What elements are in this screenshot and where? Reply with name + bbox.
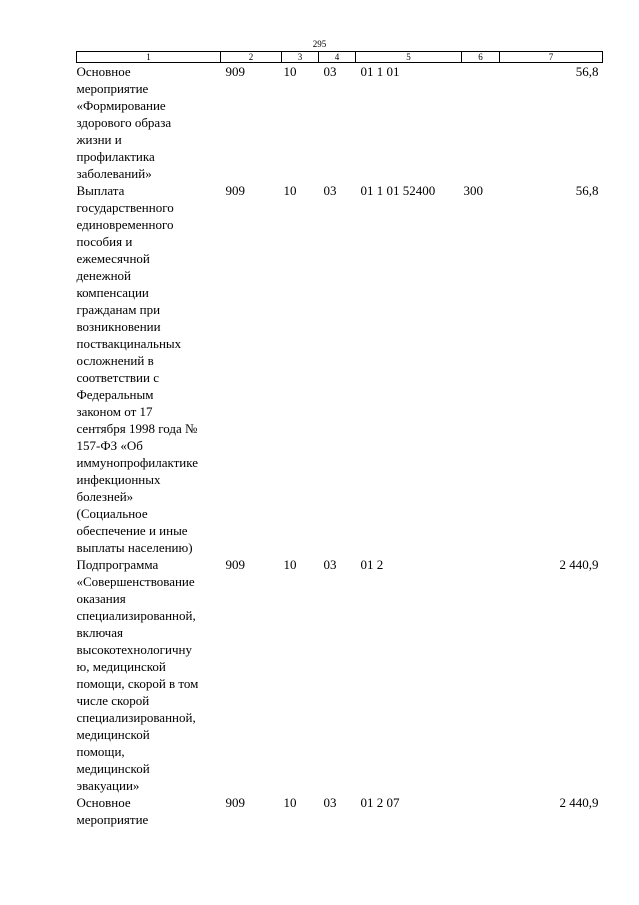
row-name-line: эвакуации» xyxy=(76,778,140,793)
row-name-line: обеспечение и иные xyxy=(76,523,188,538)
row-name-line: медицинской xyxy=(76,761,150,776)
row-name-line: помощи, скорой в том xyxy=(76,676,199,691)
row-name-line: Выплата xyxy=(76,183,125,198)
row-name-line: медицинской xyxy=(76,727,150,742)
row-name-line: Подпрограмма xyxy=(76,557,159,572)
page-number: 295 xyxy=(312,39,327,49)
row-name-line: мероприятие xyxy=(76,812,149,827)
row-name-line: мероприятие xyxy=(76,81,149,96)
row-name-line: (Социальное xyxy=(76,506,148,521)
row-name-line: соответствии с xyxy=(76,370,159,385)
amount-cell: 56,8 xyxy=(575,183,599,198)
target-article-cell: 01 1 01 52400 xyxy=(360,183,436,198)
row-name-line: «Совершенствование xyxy=(76,574,195,589)
ministry-code-cell: 909 xyxy=(225,64,245,79)
row-name-line: здорового образа xyxy=(76,115,172,130)
row-name-line: включая xyxy=(76,625,123,640)
column-header-2: 2 xyxy=(221,52,282,63)
row-name-line: ю, медицинской xyxy=(76,659,166,674)
expense-type-cell: 300 xyxy=(463,183,483,198)
row-name-line: компенсации xyxy=(76,285,149,300)
table-body xyxy=(77,63,603,829)
row-name-line: поствакцинальных xyxy=(76,336,182,351)
row-name-line: оказания xyxy=(76,591,126,606)
row-name-line: профилактика xyxy=(76,149,155,164)
expense-type-cell xyxy=(462,556,500,794)
row-name-line: заболеваний» xyxy=(76,166,152,181)
column-header-5: 5 xyxy=(356,52,462,63)
target-article-cell: 01 1 01 xyxy=(360,64,400,79)
row-name-line: Основное xyxy=(76,64,131,79)
row-name-line: Федеральным xyxy=(76,387,154,402)
expense-type-cell xyxy=(462,63,500,183)
subsection-code-cell: 03 xyxy=(323,795,337,810)
subsection-code-cell: 03 xyxy=(323,557,337,572)
column-header-1: 1 xyxy=(77,52,221,63)
expense-type-cell xyxy=(462,794,500,828)
row-name-line: ежемесячной xyxy=(76,251,150,266)
section-code-cell: 10 xyxy=(283,795,297,810)
column-header-4: 4 xyxy=(319,52,356,63)
amount-cell: 2 440,9 xyxy=(559,557,599,572)
row-name-cell xyxy=(77,63,221,183)
row-name-line: числе скорой xyxy=(76,693,150,708)
row-name-line: государственного xyxy=(76,200,174,215)
row-name-line: возникновении xyxy=(76,319,161,334)
row-name-line: сентября 1998 года № xyxy=(76,421,198,436)
subsection-code-cell: 03 xyxy=(323,183,337,198)
row-main-activity-healthy-lifestyle xyxy=(77,63,603,183)
column-number-header-row xyxy=(77,52,603,63)
row-vaccination-compensation xyxy=(77,182,603,556)
row-name-line: осложнений в xyxy=(76,353,154,368)
row-name-line: гражданам при xyxy=(76,302,161,317)
row-name-line: «Формирование xyxy=(76,98,166,113)
row-name-line: иммунопрофилактике xyxy=(76,455,199,470)
ministry-code-cell: 909 xyxy=(225,795,245,810)
row-name-line: инфекционных xyxy=(76,472,161,487)
section-code-cell: 10 xyxy=(283,557,297,572)
amount-cell: 2 440,9 xyxy=(559,795,599,810)
subsection-code-cell: 03 xyxy=(323,64,337,79)
ministry-code-cell: 909 xyxy=(225,183,245,198)
amount-cell: 56,8 xyxy=(575,64,599,79)
row-name-line: денежной xyxy=(76,268,132,283)
row-name-line: жизни и xyxy=(76,132,122,147)
row-name-line: законом от 17 xyxy=(76,404,153,419)
budget-table xyxy=(76,51,603,828)
target-article-cell: 01 2 xyxy=(360,557,384,572)
row-name-line: единовременного xyxy=(76,217,174,232)
row-name-line: болезней» xyxy=(76,489,134,504)
column-header-3: 3 xyxy=(282,52,319,63)
row-name-line: высокотехнологичну xyxy=(76,642,192,657)
row-name-line: Основное xyxy=(76,795,131,810)
ministry-code-cell: 909 xyxy=(225,557,245,572)
section-code-cell: 10 xyxy=(283,183,297,198)
row-name-line: помощи, xyxy=(76,744,125,759)
row-name-cell xyxy=(77,182,221,556)
row-name-line: 157-ФЗ «Об xyxy=(76,438,143,453)
row-name-line: пособия и xyxy=(76,234,133,249)
column-header-6: 6 xyxy=(462,52,500,63)
row-name-line: выплаты населению) xyxy=(76,540,193,555)
row-name-line: специализированной, xyxy=(76,710,196,725)
target-article-cell: 01 2 07 xyxy=(360,795,400,810)
section-code-cell: 10 xyxy=(283,64,297,79)
row-main-activity-01-2-07 xyxy=(77,794,603,828)
row-subprogram-specialized-care xyxy=(77,556,603,794)
row-name-cell xyxy=(77,556,221,794)
column-header-7: 7 xyxy=(500,52,603,63)
row-name-cell xyxy=(77,794,221,828)
row-name-line: специализированной, xyxy=(76,608,196,623)
